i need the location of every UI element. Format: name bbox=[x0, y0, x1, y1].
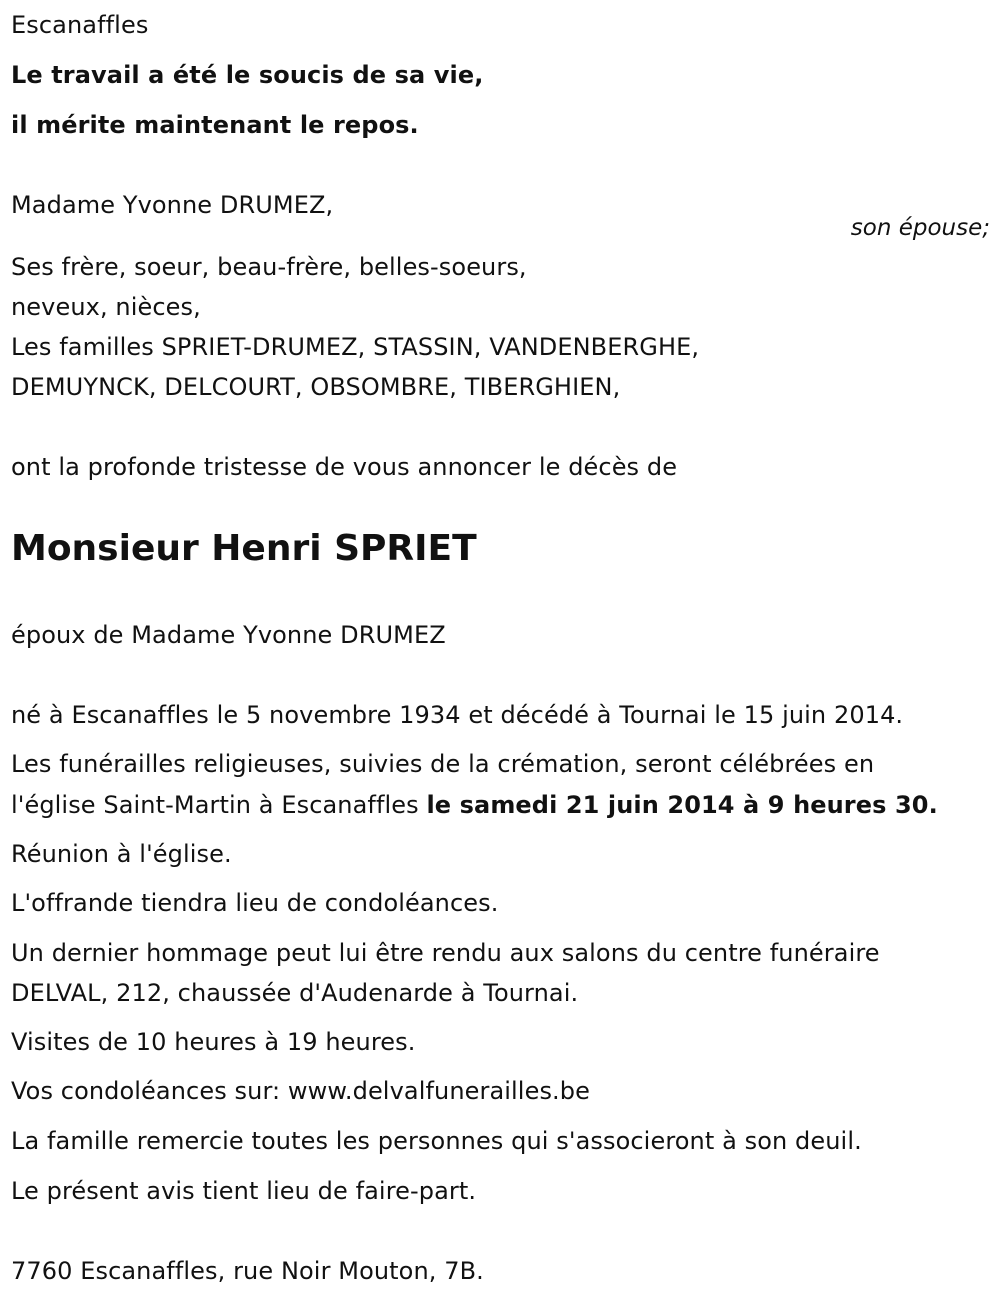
families-line-2: DEMUYNCK, DELCOURT, OBSOMBRE, TIBERGHIEN, bbox=[11, 373, 621, 401]
condolences-website: Vos condoléances sur: www.delvalfunerailles.be bbox=[11, 1077, 590, 1105]
visiting-hours: Visites de 10 heures à 19 heures. bbox=[11, 1028, 416, 1056]
locality-heading: Escanaffles bbox=[11, 11, 149, 39]
meeting-place: Réunion à l'église. bbox=[11, 840, 232, 868]
tribute-line-1: Un dernier hommage peut lui être rendu aux salons du centre funéraire bbox=[11, 939, 880, 967]
relatives-line-2: neveux, nièces, bbox=[11, 293, 201, 321]
family-thanks: La famille remercie toutes les personnes qui s'associeront à son deuil. bbox=[11, 1127, 862, 1155]
funeral-line-2 bbox=[11, 790, 938, 820]
spouse-role: son épouse; bbox=[850, 215, 990, 241]
epitaph-line-1: Le travail a été le soucis de sa vie, bbox=[11, 61, 484, 89]
funeral-date-time: le samedi 21 juin 2014 à 9 heures 30. bbox=[426, 791, 938, 819]
tribute-line-2: DELVAL, 212, chaussée d'Audenarde à Tournai. bbox=[11, 979, 579, 1007]
notice-statement: Le présent avis tient lieu de faire-part. bbox=[11, 1177, 477, 1205]
relatives-line-1: Ses frère, soeur, beau-frère, belles-soeurs, bbox=[11, 253, 527, 281]
announcement-text: ont la profonde tristesse de vous annoncer le décès de bbox=[11, 453, 678, 481]
spouse-name: Madame Yvonne DRUMEZ, bbox=[11, 191, 334, 219]
birth-death-dates: né à Escanaffles le 5 novembre 1934 et décédé à Tournai le 15 juin 2014. bbox=[11, 701, 904, 729]
family-address: 7760 Escanaffles, rue Noir Mouton, 7B. bbox=[11, 1257, 484, 1285]
offering-note: L'offrande tiendra lieu de condoléances. bbox=[11, 889, 499, 917]
families-line-1: Les familles SPRIET-DRUMEZ, STASSIN, VANDENBERGHE, bbox=[11, 333, 700, 361]
deceased-name: Monsieur Henri SPRIET bbox=[11, 528, 477, 569]
spouse-of: époux de Madame Yvonne DRUMEZ bbox=[11, 621, 446, 649]
funeral-line-1: Les funérailles religieuses, suivies de la crémation, seront célébrées en bbox=[11, 750, 875, 778]
funeral-church: l'église Saint-Martin à Escanaffles bbox=[11, 791, 427, 819]
epitaph-line-2: il mérite maintenant le repos. bbox=[11, 111, 419, 139]
